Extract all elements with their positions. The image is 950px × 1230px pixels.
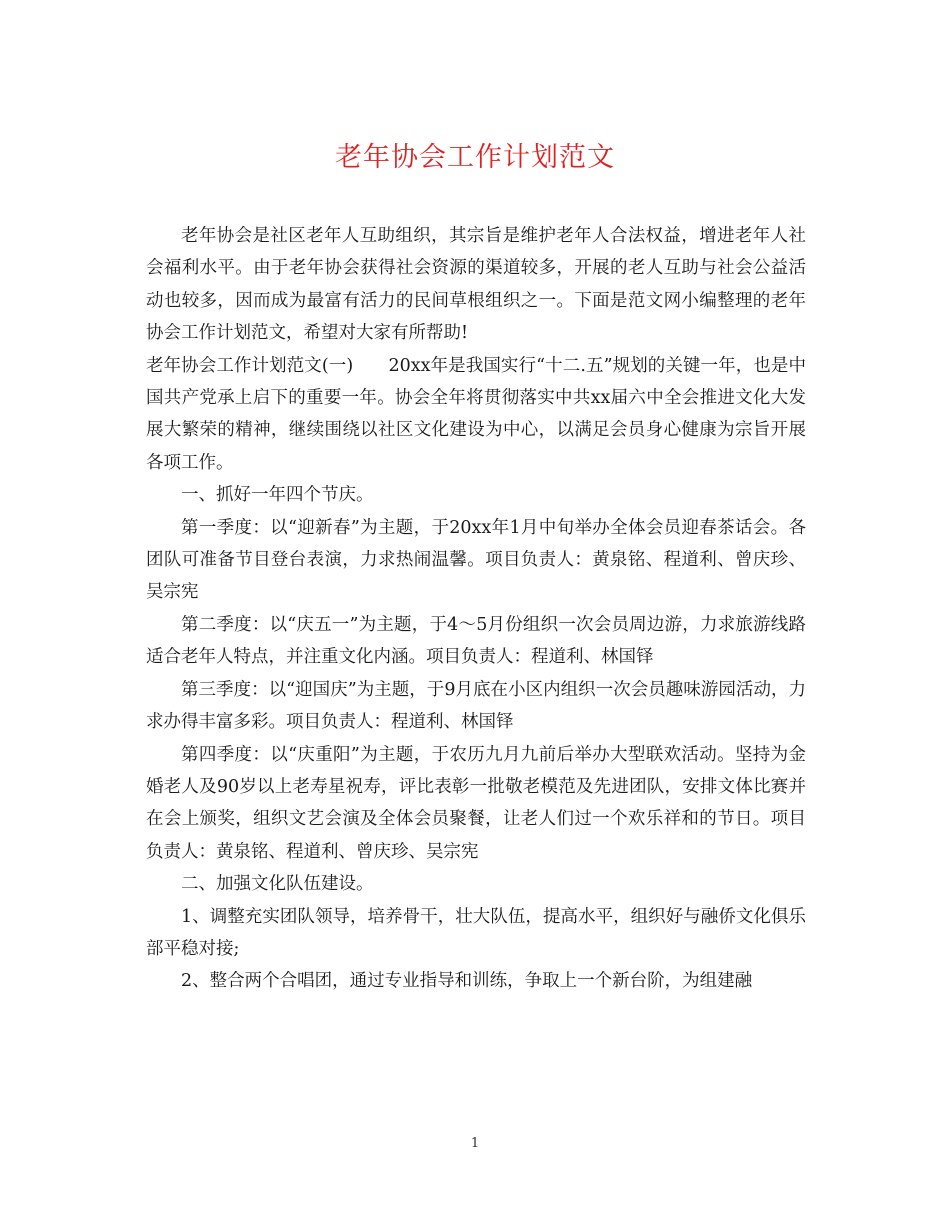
document-body <box>146 220 806 998</box>
paragraph-q3: 第三季度：以“迎国庆”为主题，于9月底在小区内组织一次会员趣味游园活动，力求办得丰富多彩。项目负责人：程道利、林国铎 <box>146 679 806 733</box>
paragraph-item-2: 2、整合两个合唱团，通过专业指导和训练，争取上一个新台阶，为组建融 <box>181 971 753 992</box>
page-number: 1 <box>470 1136 480 1151</box>
paragraph-intro: 老年协会是社区老年人互助组织，其宗旨是维护老年人合法权益，增进老年人社会福利水平。由于老年协会获得社会资源的渠道较多，开展的老人互助与社会公益活动也较多，因而成为最富有活力的民间草根组织之一。下面是范文网小编整理的老年协会工作计划范文，希望对大家有所帮助! <box>146 226 806 344</box>
paragraph-q1: 第一季度：以“迎新春”为主题，于20xx年1月中旬举办全体会员迎春茶话会。各团队可准备节目登台表演，力求热闹温馨。项目负责人：黄泉铭、程道利、曾庆珍、吴宗宪 <box>146 517 806 603</box>
paragraph-q2: 第二季度：以“庆五一”为主题，于4～5月份组织一次会员周边游，力求旅游线路适合老年人特点，并注重文化内涵。项目负责人：程道利、林国铎 <box>146 614 806 668</box>
document-title: 老年协会工作计划范文 <box>335 142 615 173</box>
paragraph-q4: 第四季度：以“庆重阳”为主题，于农历九月九前后举办大型联欢活动。坚持为金婚老人及90岁以上老寿星祝寿，评比表彰一批敬老模范及先进团队，安排文体比赛并在会上颁奖，组织文艺会演及全体会员聚餐，让老人们过一个欢乐祥和的节日。项目负责人：黄泉铭、程道利、曾庆珍、吴宗宪 <box>146 744 806 862</box>
paragraph-item-1: 1、调整充实团队领导，培养骨干，壮大队伍，提高水平，组织好与融侨文化俱乐部平稳对接; <box>146 906 806 959</box>
paragraph-plan-one: 老年协会工作计划范文(一) 20xx年是我国实行“十二.五”规划的关键一年，也是中国共产党承上启下的重要一年。协会全年将贯彻落实中共xx届六中全会推进文化大发展大繁荣的精神，继续围绕以社区文化建设为中心，以满足会员身心健康为宗旨开展各项工作。 <box>146 355 806 473</box>
section-heading-festivals: 一、抓好一年四个节庆。 <box>181 485 374 506</box>
section-heading-teams: 二、加强文化队伍建设。 <box>181 874 374 895</box>
